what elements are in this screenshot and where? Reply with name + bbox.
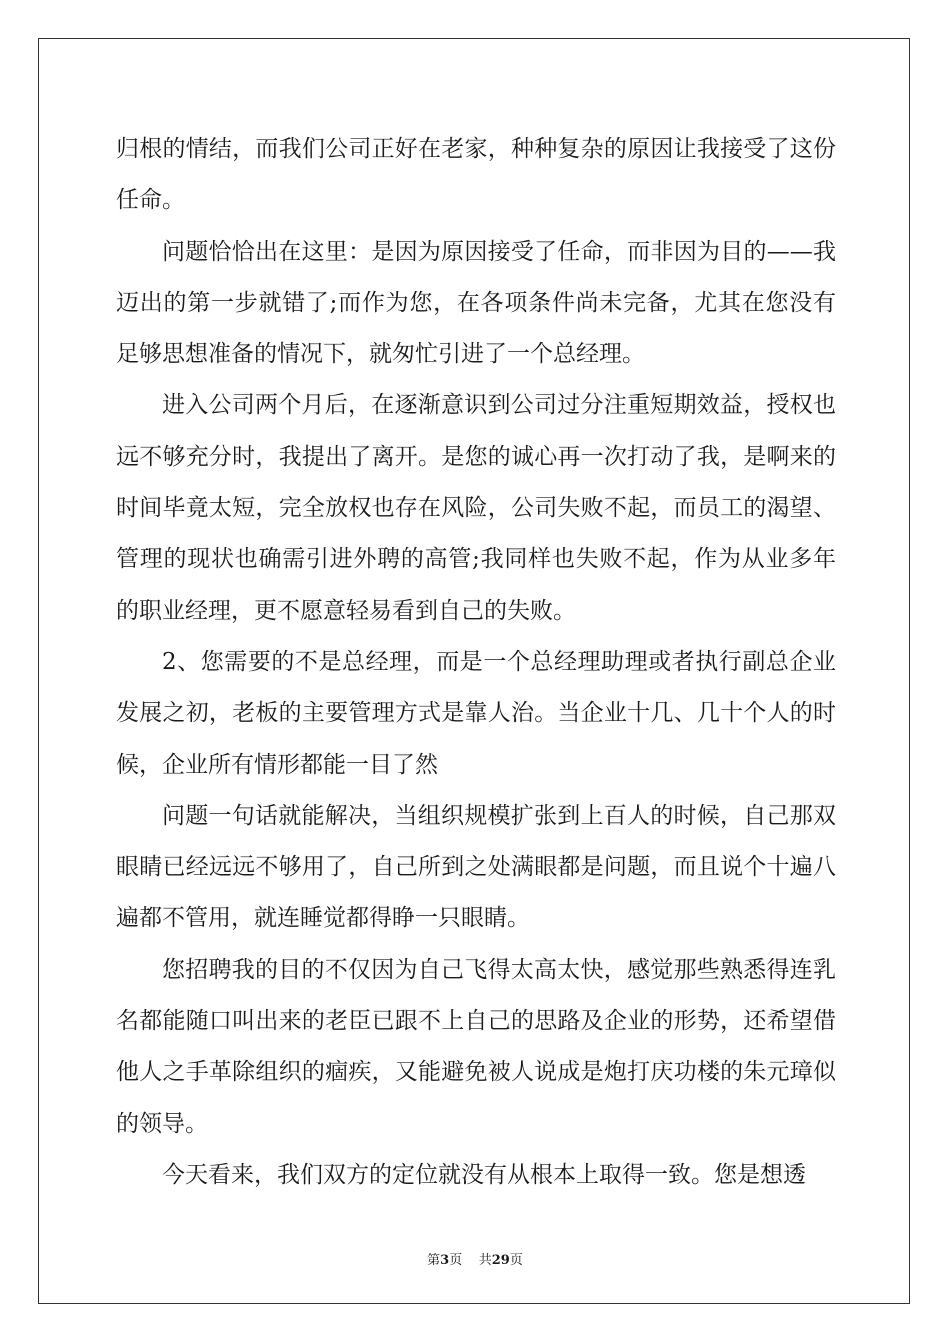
paragraph-5: 问题一句话就能解决，当组织规模扩张到上百人的时候，自己那双眼睛已经远远不够用了，自己所到之处满眼都是问题，而且说个十遍八遍都不管用，就连睡觉都得睁一只眼睛。 [116, 802, 836, 932]
document-body [116, 124, 836, 1201]
footer-suffix: 页 [509, 1253, 523, 1268]
paragraph-2: 问题恰恰出在这里：是因为原因接受了任命，而非因为目的——我迈出的第一步就错了;而作为您，在各项条件尚未完备，尤其在您没有足够思想准备的情况下，就匆忙引进了一个总经理。 [116, 238, 836, 368]
footer-total-pages: 29 [491, 1253, 510, 1268]
paragraph-4: 2、您需要的不是总经理，而是一个总经理助理或者执行副总企业发展之初，老板的主要管理方式是靠人治。当企业十几、几十个人的时候，企业所有情形都能一目了然 [116, 648, 836, 778]
paragraph-6: 您招聘我的目的不仅因为自己飞得太高太快，感觉那些熟悉得连乳名都能随口叫出来的老臣已跟不上自己的思路及企业的形势，还希望借他人之手革除组织的痼疾，又能避免被人说成是炮打庆功楼的朱元璋似的领导。 [116, 956, 836, 1137]
paragraph-7: 今天看来，我们双方的定位就没有从根本上取得一致。您是想透 [162, 1161, 806, 1188]
footer-prefix: 第 [427, 1253, 441, 1268]
paragraph-1: 归根的情结，而我们公司正好在老家，种种复杂的原因让我接受了这份任命。 [116, 136, 836, 214]
page-footer [0, 1249, 950, 1268]
footer-middle: 页 共 [449, 1253, 492, 1268]
paragraph-3: 进入公司两个月后，在逐渐意识到公司过分注重短期效益，授权也远不够充分时，我提出了离开。是您的诚心再一次打动了我，是啊来的时间毕竟太短，完全放权也存在风险，公司失败不起，而员工的渴望、管理的现状也确需引进外聘的高管;我同样也失败不起，作为从业多年的职业经理，更不愿意轻易看到自己的失败。 [116, 392, 836, 624]
footer-page-number: 3 [440, 1253, 450, 1268]
